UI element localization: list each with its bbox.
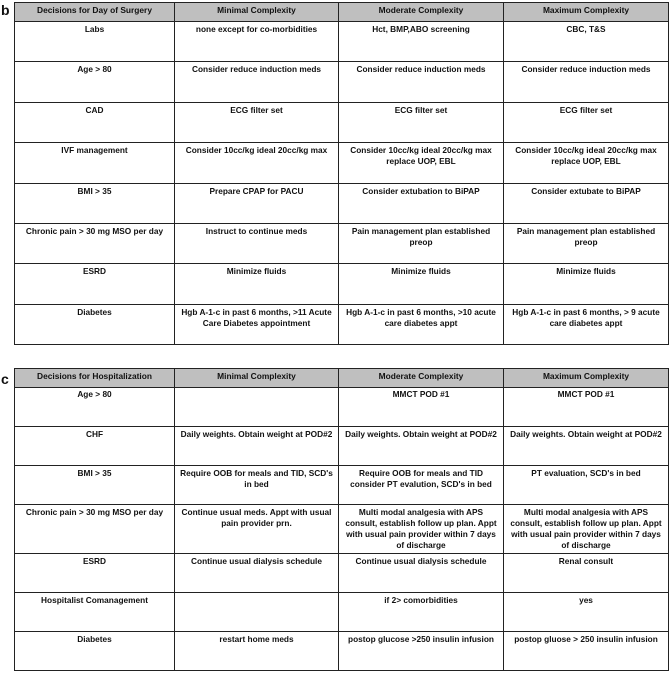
row-label: CAD — [15, 102, 175, 142]
cell-moderate: Pain management plan established preop — [339, 223, 504, 263]
table-row — [15, 223, 669, 263]
cell-moderate: ECG filter set — [339, 102, 504, 142]
table-row — [15, 143, 669, 183]
cell-maximum: Consider reduce induction meds — [504, 62, 669, 102]
cell-minimal: ECG filter set — [175, 102, 339, 142]
cell-maximum: Multi modal analgesia with APS consult, establish follow up plan. Appt with usual pain provider within 7 days of discharge — [504, 504, 669, 554]
cell-moderate: Hct, BMP,ABO screening — [339, 22, 504, 62]
table-row — [15, 62, 669, 102]
header-maximum: Maximum Complexity — [504, 369, 669, 388]
table-row — [15, 264, 669, 304]
header-minimal: Minimal Complexity — [175, 369, 339, 388]
header-decisions: Decisions for Day of Surgery — [15, 3, 175, 22]
cell-moderate: Consider extubation to BiPAP — [339, 183, 504, 223]
table-row — [15, 465, 669, 504]
cell-moderate: Hgb A-1-c in past 6 months, >10 acute care diabetes appt — [339, 304, 504, 344]
table-row — [15, 102, 669, 142]
cell-minimal: Consider 10cc/kg ideal 20cc/kg max — [175, 143, 339, 183]
table-row — [15, 504, 669, 554]
panel-letter-c: c — [1, 371, 9, 387]
row-label: Chronic pain > 30 mg MSO per day — [15, 504, 175, 554]
cell-maximum: Renal consult — [504, 554, 669, 593]
header-decisions: Decisions for Hospitalization — [15, 369, 175, 388]
cell-moderate: Multi modal analgesia with APS consult, establish follow up plan. Appt with usual pain provider within 7 days of discharge — [339, 504, 504, 554]
table-row — [15, 388, 669, 427]
cell-minimal: restart home meds — [175, 632, 339, 671]
cell-maximum: ECG filter set — [504, 102, 669, 142]
cell-maximum: Consider 10cc/kg ideal 20cc/kg max replace UOP, EBL — [504, 143, 669, 183]
row-label: ESRD — [15, 554, 175, 593]
cell-minimal: Daily weights. Obtain weight at POD#2 — [175, 426, 339, 465]
cell-maximum: yes — [504, 593, 669, 632]
day-of-surgery-panel — [1, 2, 668, 345]
cell-minimal: Prepare CPAP for PACU — [175, 183, 339, 223]
cell-minimal: Continue usual meds. Appt with usual pain provider prn. — [175, 504, 339, 554]
row-label: IVF management — [15, 143, 175, 183]
hospitalization-panel — [1, 368, 668, 671]
table-row — [15, 593, 669, 632]
row-label: Hospitalist Comanagement — [15, 593, 175, 632]
row-label: Age > 80 — [15, 62, 175, 102]
table-header-row — [15, 3, 669, 22]
cell-maximum: MMCT POD #1 — [504, 388, 669, 427]
cell-minimal: Minimize fluids — [175, 264, 339, 304]
cell-moderate: Require OOB for meals and TID consider PT evalution, SCD's in bed — [339, 465, 504, 504]
table-row — [15, 426, 669, 465]
cell-moderate: Continue usual dialysis schedule — [339, 554, 504, 593]
table-row — [15, 632, 669, 671]
cell-maximum: Consider extubate to BiPAP — [504, 183, 669, 223]
cell-maximum: postop gluose > 250 insulin infusion — [504, 632, 669, 671]
header-maximum: Maximum Complexity — [504, 3, 669, 22]
table-header-row — [15, 369, 669, 388]
cell-maximum: Hgb A-1-c in past 6 months, > 9 acute care diabetes appt — [504, 304, 669, 344]
cell-moderate: Daily weights. Obtain weight at POD#2 — [339, 426, 504, 465]
cell-minimal — [175, 593, 339, 632]
cell-moderate: MMCT POD #1 — [339, 388, 504, 427]
panel-letter-b: b — [1, 2, 10, 18]
cell-minimal — [175, 388, 339, 427]
table-row — [15, 304, 669, 344]
cell-moderate: Consider 10cc/kg ideal 20cc/kg max replace UOP, EBL — [339, 143, 504, 183]
cell-maximum: Minimize fluids — [504, 264, 669, 304]
cell-maximum: PT evaluation, SCD's in bed — [504, 465, 669, 504]
table-row — [15, 183, 669, 223]
table-row — [15, 22, 669, 62]
row-label: Diabetes — [15, 632, 175, 671]
cell-minimal: Consider reduce induction meds — [175, 62, 339, 102]
cell-maximum: CBC, T&S — [504, 22, 669, 62]
cell-minimal: Instruct to continue meds — [175, 223, 339, 263]
header-minimal: Minimal Complexity — [175, 3, 339, 22]
cell-minimal: none except for co-morbidities — [175, 22, 339, 62]
day-of-surgery-table — [14, 2, 669, 345]
row-label: ESRD — [15, 264, 175, 304]
row-label: Diabetes — [15, 304, 175, 344]
header-moderate: Moderate Complexity — [339, 3, 504, 22]
cell-maximum: Daily weights. Obtain weight at POD#2 — [504, 426, 669, 465]
row-label: Age > 80 — [15, 388, 175, 427]
cell-minimal: Require OOB for meals and TID, SCD's in bed — [175, 465, 339, 504]
row-label: Chronic pain > 30 mg MSO per day — [15, 223, 175, 263]
cell-moderate: if 2> comorbidities — [339, 593, 504, 632]
cell-minimal: Hgb A-1-c in past 6 months, >11 Acute Care Diabetes appointment — [175, 304, 339, 344]
cell-moderate: Consider reduce induction meds — [339, 62, 504, 102]
cell-moderate: postop glucose >250 insulin infusion — [339, 632, 504, 671]
cell-minimal: Continue usual dialysis schedule — [175, 554, 339, 593]
row-label: Labs — [15, 22, 175, 62]
cell-maximum: Pain management plan established preop — [504, 223, 669, 263]
cell-moderate: Minimize fluids — [339, 264, 504, 304]
hospitalization-table — [14, 368, 669, 671]
row-label: CHF — [15, 426, 175, 465]
header-moderate: Moderate Complexity — [339, 369, 504, 388]
table-row — [15, 554, 669, 593]
row-label: BMI > 35 — [15, 183, 175, 223]
row-label: BMI > 35 — [15, 465, 175, 504]
